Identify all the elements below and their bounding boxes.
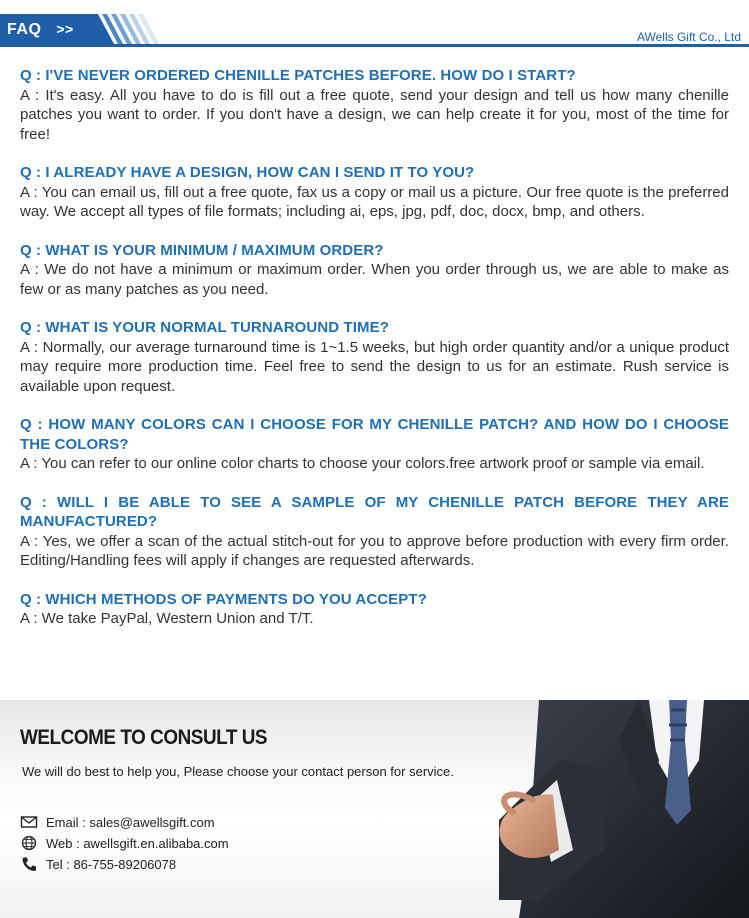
- faq-item: [20, 318, 729, 396]
- faq-item: [20, 241, 729, 300]
- faq-item: [20, 66, 729, 144]
- faq-list: [20, 66, 729, 648]
- faq-tab: [0, 14, 98, 44]
- globe-icon: [20, 835, 38, 851]
- email-text[interactable]: Email : sales@awellsgift.com: [46, 814, 215, 830]
- web-text[interactable]: Web : awellsgift.en.alibaba.com: [46, 835, 229, 851]
- contact-email: [20, 814, 215, 830]
- consult-subtitle: We will do best to help you, Please choose your contact person for service.: [22, 764, 454, 779]
- consult-title: WELCOME TO CONSULT US: [20, 726, 268, 749]
- phone-icon: [20, 856, 38, 872]
- faq-question: Q : WHICH METHODS OF PAYMENTS DO YOU ACCEPT?: [20, 590, 427, 608]
- envelope-icon: [20, 814, 38, 830]
- faq-item: [20, 590, 729, 629]
- faq-question: Q : WILL I BE ABLE TO SEE A SAMPLE OF MY CHENILLE PATCH BEFORE THEY ARE MANUFACTURED?: [20, 493, 729, 530]
- faq-answer: A : You can email us, fill out a free quote, fax us a copy or mail us a picture. Our free quote is the preferred way. We accept all types of file formats; including ai, eps, jpg, pdf, doc, docx, bmp, and others.: [20, 183, 729, 220]
- faq-answer: A : We do not have a minimum or maximum order. When you order through us, we are able to make as few or as many patches as you need.: [20, 261, 729, 298]
- faq-answer: A : It's easy. All you have to do is fill out a free quote, send your design and tell us how many chenille patches you want to order. If you don't have a design, we can help create it for you, most of the time for free!: [20, 86, 729, 143]
- faq-answer: A : Normally, our average turnaround time is 1~1.5 weeks, but high order quantity and/or a unique product may require more production time. Feel free to send the design to us for an estimate. Rush service is available upon request.: [20, 338, 729, 395]
- faq-question: Q : WHAT IS YOUR NORMAL TURNAROUND TIME?: [20, 319, 389, 336]
- page-header: [0, 0, 749, 48]
- faq-question: Q : I'VE NEVER ORDERED CHENILLE PATCHES BEFORE. HOW DO I START?: [20, 67, 576, 84]
- faq-item: [20, 493, 729, 571]
- businessman-handshake-image: [499, 700, 749, 918]
- faq-answer: A : Yes, we offer a scan of the actual stitch-out for you to approve before production with every firm order. Editing/Handling fees will apply if changes are requested afterwards.: [20, 532, 729, 569]
- faq-item: [20, 415, 729, 474]
- company-name: AWells Gift Co., Ltd: [636, 30, 741, 44]
- faq-tab-label: FAQ: [7, 21, 42, 38]
- faq-question: Q : I ALREADY HAVE A DESIGN, HOW CAN I SEND IT TO YOU?: [20, 164, 475, 181]
- faq-item: [20, 163, 729, 222]
- decorative-stripes: [86, 14, 166, 44]
- double-chevron-icon: >>: [56, 21, 74, 37]
- tel-text: Tel : 86-755-89206078: [46, 856, 177, 872]
- faq-answer: A : We take PayPal, Western Union and T/T.: [20, 610, 314, 627]
- faq-answer: A : You can refer to our online color charts to choose your colors.free artwork proof or sample via email.: [20, 455, 705, 472]
- contact-tel: [20, 856, 176, 872]
- header-rule: [0, 44, 749, 47]
- consult-banner: [0, 700, 749, 918]
- faq-question: Q : WHAT IS YOUR MINIMUM / MAXIMUM ORDER?: [20, 241, 384, 259]
- faq-question: Q : HOW MANY COLORS CAN I CHOOSE FOR MY CHENILLE PATCH? AND HOW DO I CHOOSE THE COLORS?: [20, 416, 729, 453]
- contact-web: [20, 835, 229, 851]
